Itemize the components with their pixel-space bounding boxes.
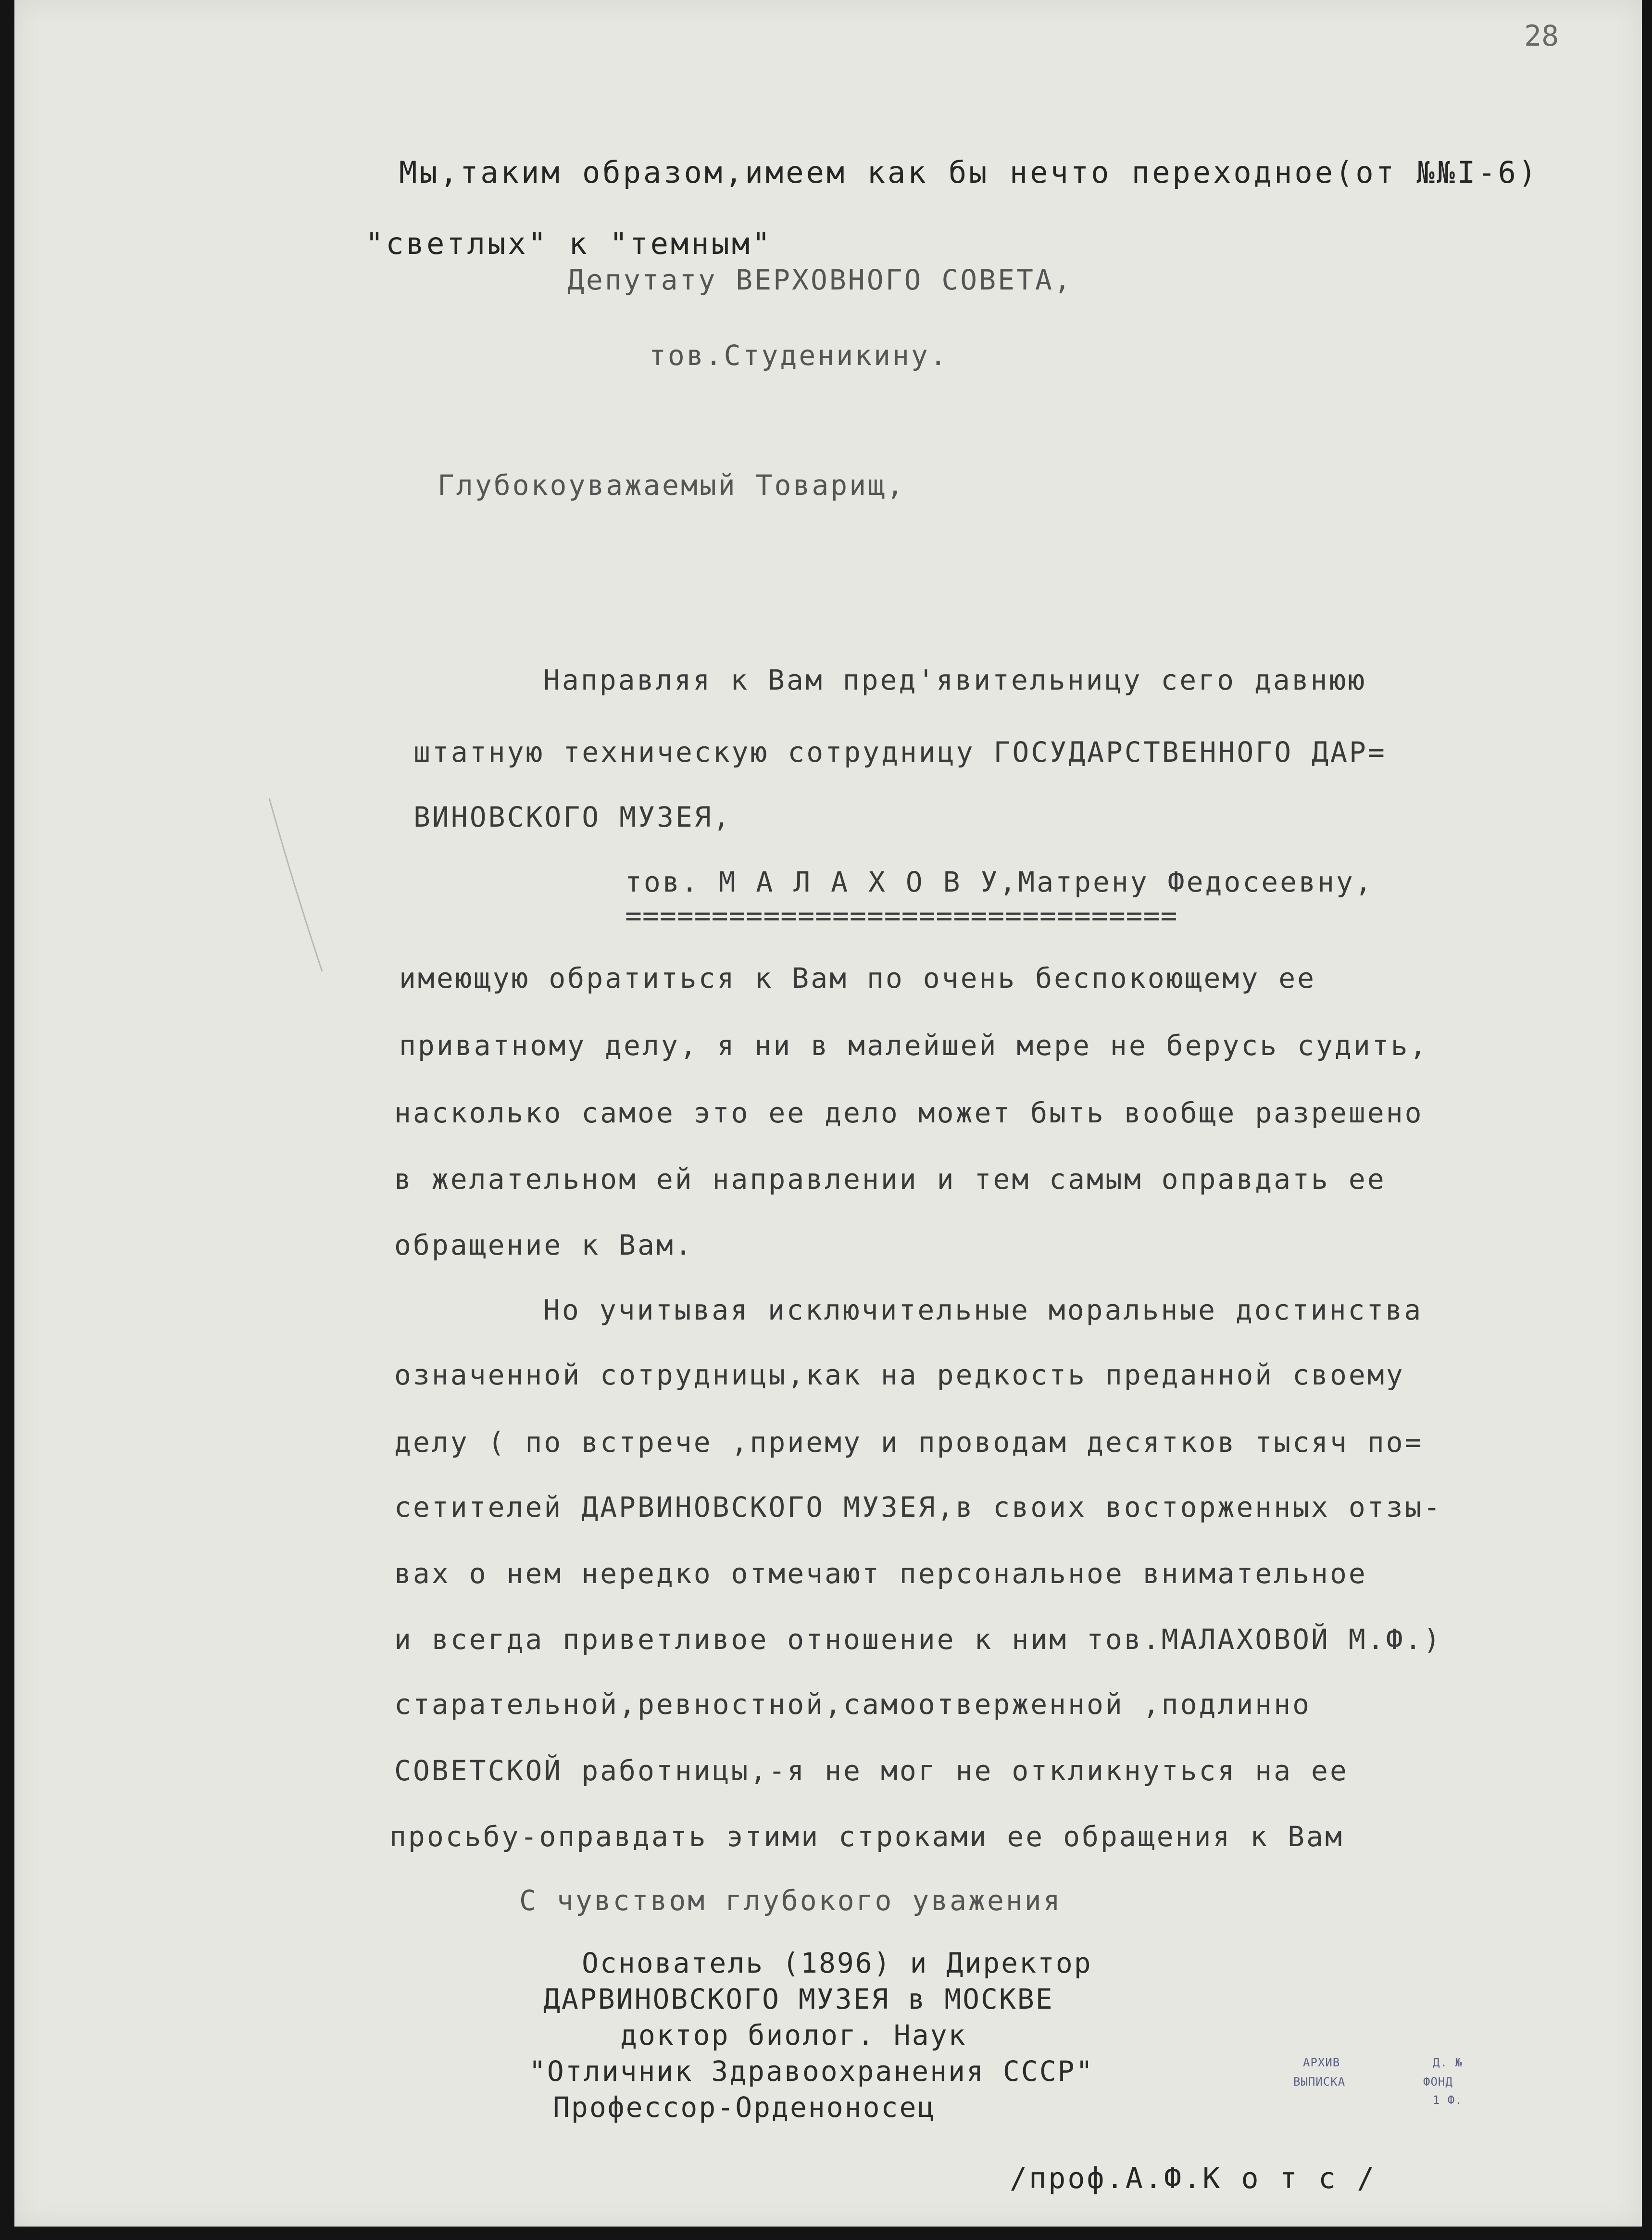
- note-line-2: "светлых" к "темным": [365, 226, 773, 261]
- paragraph-1-line-3: ВИНОВСКОГО МУЗЕЯ,: [413, 801, 732, 833]
- paragraph-2-line-5: обращение к Вам.: [394, 1229, 694, 1261]
- signature-line-1: Основатель (1896) и Директор: [582, 1947, 1092, 1979]
- pencil-mark: [264, 793, 327, 976]
- paragraph-3-line-3: делу ( по встрече ,приему и проводам десятков тысяч по=: [394, 1426, 1424, 1459]
- paragraph-3-line-5: вах о нем нередко отмечают персональное внимательное: [394, 1557, 1367, 1590]
- page-number: 28: [1524, 19, 1559, 53]
- closing: С чувством глубокого уважения: [519, 1884, 1062, 1917]
- paragraph-2-line-1: имеющую обратиться к Вам по очень беспокоющему ее: [399, 962, 1316, 994]
- signature-line-2: ДАРВИНОВСКОГО МУЗЕЯ в МОСКВЕ: [543, 1983, 1054, 2015]
- signature-line-4: "Отличник Здравоохранения СССР": [529, 2055, 1094, 2088]
- note-line-1: Мы,таким образом,имеем как бы нечто переходное(от №№I-6): [399, 155, 1539, 190]
- salutation: Глубокоуважаемый Товарищ,: [438, 469, 905, 502]
- paragraph-3-line-4: сетителей ДАРВИНОВСКОГО МУЗЕЯ,в своих восторженных отзы-: [394, 1491, 1442, 1523]
- signature-line-3: доктор биолог. Наук: [620, 2019, 967, 2051]
- paragraph-1-line-1: Направляя к Вам пред'явительницу сего давнюю: [543, 664, 1367, 696]
- paragraph-3-line-9: просьбу-оправдать этими строками ее обращения к Вам: [389, 1820, 1344, 1853]
- paragraph-3-line-6: и всегда приветливое отношение к ним тов.МАЛАХОВОЙ М.Ф.): [394, 1623, 1442, 1656]
- address-line-1: Депутату ВЕРХОВНОГО СОВЕТА,: [567, 264, 1073, 296]
- paragraph-3-line-1: Но учитывая исключительные моральные достинства: [543, 1294, 1423, 1326]
- archive-stamp: [1284, 2051, 1539, 2109]
- document-page: [14, 0, 1642, 2227]
- stamp-text-3: ВЫПИСКА: [1293, 2075, 1346, 2089]
- paragraph-1-line-2: штатную техническую сотрудницу ГОСУДАРСТВЕННОГО ДАР=: [413, 736, 1387, 768]
- stamp-text-1: АРХИВ: [1303, 2056, 1340, 2069]
- stamp-text-4: ФОНД: [1423, 2075, 1453, 2089]
- named-person: тов. М А Л А Х О В У,Матрену Федосеевну,: [625, 866, 1374, 898]
- paragraph-2-line-4: в желательном ей направлении и тем самым оправдать ее: [394, 1163, 1386, 1196]
- paragraph-2-line-2: приватному делу, я ни в малейшей мере не берусь судить,: [399, 1029, 1428, 1062]
- paragraph-2-line-3: насколько самое это ее дело может быть вообще разрешено: [394, 1096, 1424, 1129]
- paragraph-3-line-2: означенной сотрудницы,как на редкость преданной своему: [394, 1359, 1405, 1391]
- signature-line-5: Профессор-Орденоносец: [553, 2091, 936, 2124]
- paragraph-3-line-7: старательной,ревностной,самоотверженной ,подлинно: [394, 1688, 1312, 1721]
- name-underline: ================================: [625, 899, 1178, 932]
- stamp-text-2: Д. №: [1433, 2056, 1463, 2069]
- typed-signature: /проф.А.Ф.К о т с /: [1010, 2162, 1377, 2195]
- stamp-text-5: 1 Ф.: [1433, 2093, 1463, 2107]
- address-line-2: тов.Студеникину.: [649, 339, 949, 372]
- paragraph-3-line-8: СОВЕТСКОЙ работницы,-я не мог не откликнуться на ее: [394, 1754, 1349, 1787]
